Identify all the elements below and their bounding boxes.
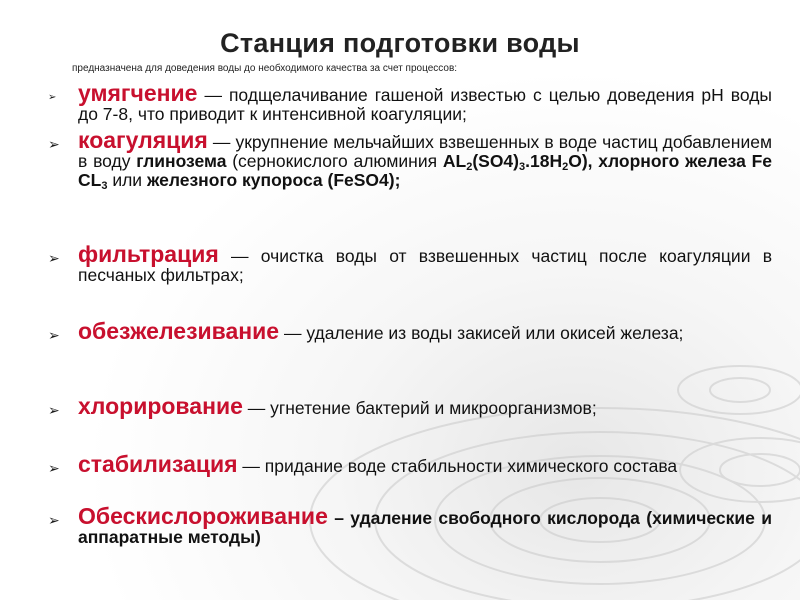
list-item: ➢ коагуляция — укрупнение мельчайших взвешенных в воде частиц добавлением в воду глинозема (сернокислого алюминия $AL_2(SO4)_3.18H_2O$), хлорного железа Fe $CL_3$ или железного купороса (FeSO4); [48,127,772,192]
list-item [48,241,772,285]
list-item [48,80,772,124]
term-filtration: фильтрация [78,241,219,267]
bullet-arrow-icon: ➢ [48,402,60,418]
subtitle: предназначена для доведения воды до необходимого качества за счет процессов: [72,63,458,74]
page-title: Станция подготовки воды [220,28,580,58]
term-deoxygenation: Обескислороживание [78,503,328,529]
item-description: — укрупнение мельчайших взвешенных в воде частиц добавлением в воду [78,132,772,171]
term-coagulation: коагуляция [78,127,208,153]
bullet-arrow-icon: ➢ [48,327,60,343]
bullet-arrow-icon: ➢ [48,92,57,103]
item-description: — придание воде стабильности химического состава [237,456,678,476]
bullet-arrow-icon: ➢ [48,250,60,266]
bullet-arrow-icon: ➢ [48,136,60,152]
bullet-arrow-icon: ➢ [48,460,60,476]
chemical-formula: $AL_2(SO4)_3.18H_2O$), хлорного железа Fe $CL_3$ [78,151,772,192]
term-deironing: обезжелезивание [78,318,280,344]
list-item [48,451,772,477]
list-item [48,503,772,547]
item-description: — угнетение бактерий и микроорганизмов; [242,398,597,418]
term-softening: умягчение [78,80,198,106]
term-chlorination: хлорирование [78,393,243,419]
term-stabilization: стабилизация [78,451,238,477]
item-description: – удаление свободного кислорода (химические и аппаратные методы) [78,508,772,547]
bullet-arrow-icon: ➢ [48,512,60,528]
list-item [48,318,772,344]
item-description: — подщелачивание гашеной известью с целью доведения pH воды до 7-8, что приводит к интенсивной коагуляции; [78,85,772,124]
item-description: — удаление из воды закисей или окисей железа; [279,323,684,343]
list-item [48,393,772,419]
item-description: — очистка воды от взвешенных частиц после коагуляции в песчаных фильтрах; [78,246,772,285]
